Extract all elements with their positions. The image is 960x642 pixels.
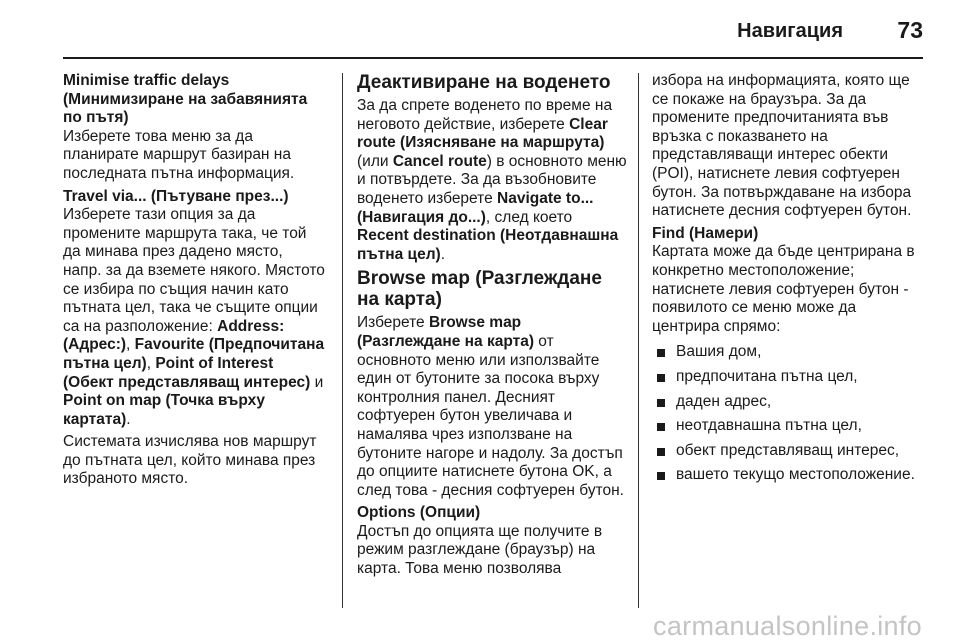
paragraph-deactivate-guidance: За да спрете воденето по време на неговото действие, изберете Clear route (Изясняване на маршрута) (или Cancel route) в основното меню и потвърдете. За да възобновите воденето изберете Navigate to... (Навигация до...), след което Recent destination (Неотдавнашна пътна цел).	[357, 97, 627, 263]
option-point-on-map: Point on map (Точка върху картата)	[63, 392, 266, 428]
paragraph-options: Достъп до опцията ще получите в режим разглеждане (браузър) на карта. Това меню позволява	[357, 522, 603, 578]
heading-deactivate-guidance: Деактивиране на воденето	[357, 72, 611, 93]
column-3	[652, 72, 924, 491]
option-navigate-to: Navigate to... (Навигация до...)	[357, 189, 594, 226]
paragraph-find: Картата може да бъде центрирана в конкретно местоположение; натиснете левия софтуерен бутон - появилото се меню може да центрира спрямо:	[652, 243, 915, 335]
option-favourite: Favourite (Предпочитана пътна цел)	[63, 336, 325, 372]
option-clear-route: Clear route (Изясняване на маршрута)	[357, 115, 608, 152]
option-cancel-route: Cancel route	[392, 152, 487, 170]
option-recent-destination: Recent destination (Неотдавнашна пътна цел)	[357, 227, 619, 263]
option-address: Address: (Адрес:)	[63, 317, 285, 354]
option-browse-map: Browse map (Разглеждане на карта)	[357, 314, 534, 350]
list-item: неотдавнашна пътна цел,	[652, 417, 924, 436]
heading-travel-via: Travel via... (Пътуване през...)	[63, 187, 289, 205]
section-title: Навигация	[737, 20, 843, 42]
paragraph-travel-via: Изберете тази опция за да промените маршрута така, че той да минава през дадено място, напр. за да вземете някого. Мястото се избира по същия начин като пътната цел, така че същите опции са на разположение: Address: (Адрес:), Favourite (Предпочитана пътна цел), Point of Interest (Обект представляващ интерес) и Point on map (Точка върху картата).	[63, 206, 325, 428]
find-options-list	[652, 343, 924, 485]
list-item: вашето текущо местоположение.	[652, 466, 924, 485]
heading-find: Find (Намери)	[652, 224, 759, 242]
list-item: обект представляващ интерес,	[652, 442, 924, 461]
header-rule	[63, 57, 923, 59]
heading-minimise-traffic: Minimise traffic delays (Минимизиране на забавянията по пътя)	[63, 72, 308, 127]
watermark: carmanualsonline.info	[653, 611, 922, 641]
page-number: 73	[897, 17, 923, 43]
list-item: Вашия дом,	[652, 343, 924, 362]
list-item: даден адрес,	[652, 393, 924, 412]
list-item: предпочитана пътна цел,	[652, 368, 924, 387]
heading-options: Options (Опции)	[357, 504, 481, 522]
paragraph-minimise-traffic: Изберете това меню за да планирате маршрут базиран на последната пътна информация.	[63, 127, 295, 182]
heading-browse-map: Browse map (Разглеждане на карта)	[357, 268, 602, 311]
column-1	[63, 72, 325, 493]
paragraph-browser-info: избора на информацията, която ще се покаже на браузъра. За да промените предпочитанията във връзка с показването на представляващи интерес обекти (POI), натиснете левия софтуерен бутон. За потвърждаване на избора натиснете десния софтуерен бутон.	[652, 72, 912, 220]
column-divider	[342, 73, 343, 608]
paragraph-browse-map: Изберете Browse map (Разглеждане на карта) от основното меню или използвайте един от бутоните за посока върху контролния панел. Десният софтуерен бутон увеличава и намалява чрез използване на бутоните нагоре и надолу. За достъп до опциите натиснете бутона OK, а след това - десния софтуерен бутон.	[357, 314, 624, 499]
page-header	[63, 0, 923, 57]
paragraph-recalculate: Системата изчислява нов маршрут до пътната цел, който минава през избраното място.	[63, 433, 317, 488]
column-2	[357, 72, 627, 583]
option-poi: Point of Interest (Обект представляващ интерес)	[63, 354, 311, 391]
column-divider	[638, 73, 639, 608]
